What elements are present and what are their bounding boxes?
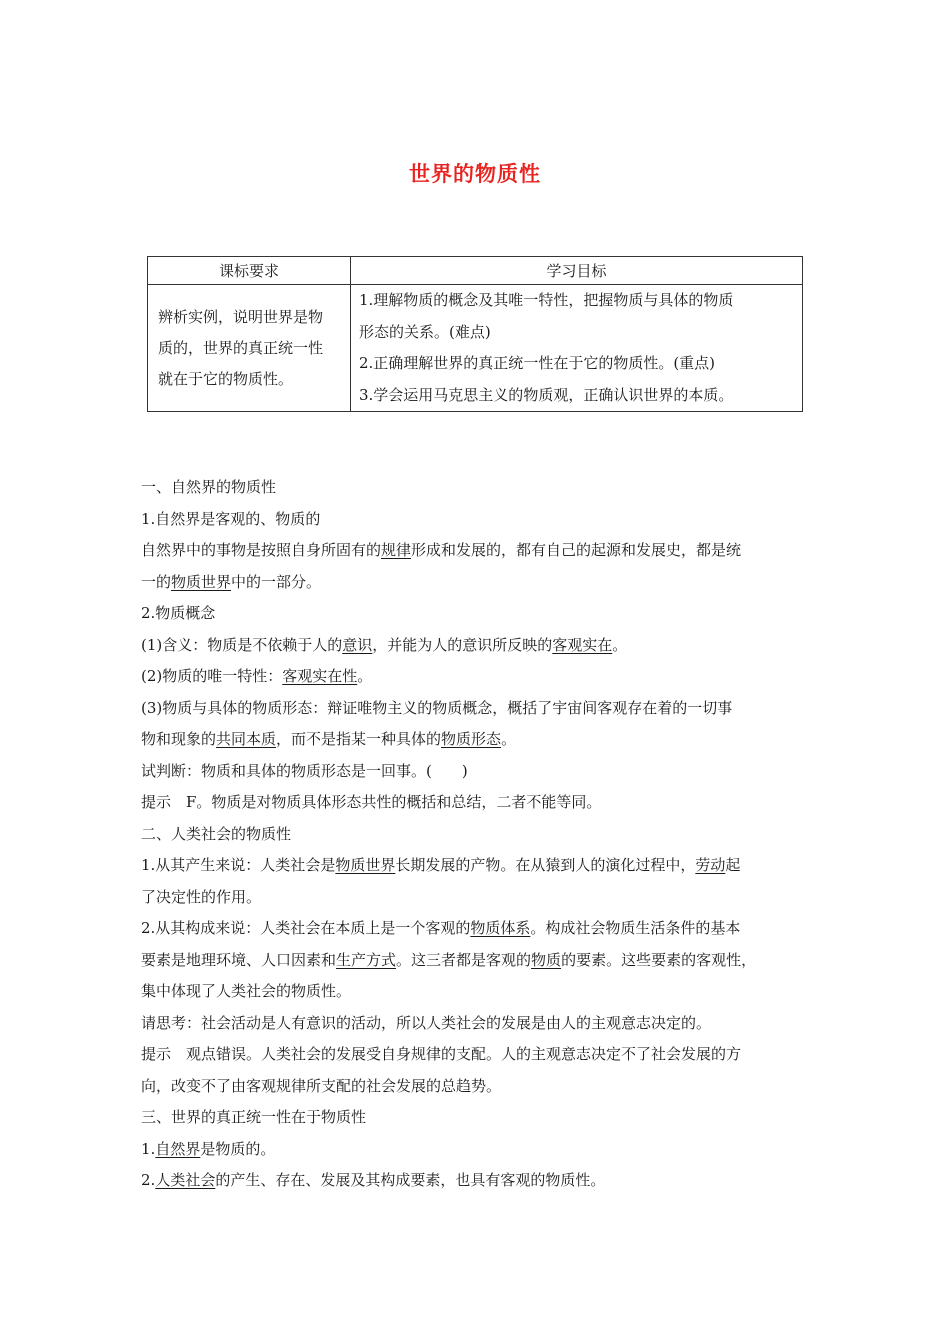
text-line: 向，改变不了由客观规律所支配的社会发展的总趋势。 [141,1076,502,1095]
underlined-term: 共同本质 [216,730,277,748]
text-line: 要素是地理环境、人口因素和生产方式。这三者都是客观的物质的要素。这些要素的客观性， [141,950,757,969]
text-line: 提示 F。物质是对物质具体形态共性的概括和总结，二者不能等同。 [141,793,602,811]
text-line: 2.从其构成来说：人类社会在本质上是一个客观的物质体系。构成社会物质生活条件的基本 [141,919,741,937]
underlined-term: 人类社会 [155,1171,216,1189]
underlined-term: 物质形态 [441,730,502,748]
text-line: 提示 观点错误。人类社会的发展受自身规律的支配。人的主观意志决定不了社会发展的方 [141,1045,742,1063]
text-line: 物和现象的共同本质，而不是指某一种具体的物质形态。 [141,730,517,748]
text-line: 自然界中的事物是按照自身所固有的规律形成和发展的，都有自己的起源和发展史，都是统 [141,541,742,559]
underlined-term: 物质 [531,950,562,969]
page-title: 世界的物质性 [409,162,541,186]
objective-line: 2.正确理解世界的真正统一性在于它的物质性。(重点) [359,354,716,372]
table-header-row [148,257,803,285]
table-row [148,285,803,412]
requirement-cell [148,285,351,412]
requirement-line: 质的，世界的真正统一性 [158,338,324,357]
text-line: 集中体现了人类社会的物质性。 [141,982,352,1000]
text-line: 二、人类社会的物质性 [141,824,292,843]
underlined-term: 意识 [342,635,373,654]
underlined-term: 物质体系 [470,919,531,937]
underlined-term: 规律 [381,541,412,559]
objective-line: 3.学会运用马克思主义的物质观，正确认识世界的本质。 [359,385,734,404]
text-line: (3)物质与具体的物质形态：辩证唯物主义的物质概念，概括了宇宙间客观存在着的一切事 [141,698,733,717]
underlined-term: 客观实在性 [282,667,358,685]
text-line: 三、世界的真正统一性在于物质性 [141,1108,367,1126]
text-line: 一的物质世界中的一部分。 [141,572,322,591]
underlined-term: 物质世界 [335,856,396,874]
text-line: 1.自然界是客观的、物质的 [141,509,321,528]
underlined-term: 生产方式 [336,950,397,969]
text-line: (2)物质的唯一特性：客观实在性。 [141,667,373,685]
underlined-term: 物质世界 [171,572,232,591]
underlined-term: 劳动 [695,856,726,874]
header-objectives: 学习目标 [351,257,803,285]
text-line: 2.人类社会的产生、存在、发展及其构成要素，也具有客观的物质性。 [141,1171,606,1189]
text-line: 2.物质概念 [141,604,216,622]
goals-table [147,256,803,412]
underlined-term: 自然界 [155,1139,201,1158]
text-line: 了决定性的作用。 [141,887,262,906]
requirement-line: 辨析实例，说明世界是物 [158,307,324,326]
objective-line: 1.理解物质的概念及其唯一特性，把握物质与具体的物质 [359,291,734,309]
objective-line: 形态的关系。(难点) [359,322,491,341]
text-line: 试判断：物质和具体的物质形态是一回事。( ) [141,761,468,780]
underlined-term: 客观实在 [552,635,613,654]
text-line: 1.从其产生来说：人类社会是物质世界长期发展的产物。在从猿到人的演化过程中，劳动起 [141,856,741,874]
body-text [141,472,811,1197]
requirement-line: 就在于它的物质性。 [158,369,294,388]
text-line: 一、自然界的物质性 [141,478,277,496]
header-requirement: 课标要求 [148,257,351,285]
text-line: (1)含义：物质是不依赖于人的意识，并能为人的意识所反映的客观实在。 [141,635,628,654]
objectives-cell [351,285,803,412]
text-line: 请思考：社会活动是人有意识的活动，所以人类社会的发展是由人的主观意志决定的。 [141,1013,712,1032]
text-line: 1.自然界是物质的。 [141,1139,276,1158]
